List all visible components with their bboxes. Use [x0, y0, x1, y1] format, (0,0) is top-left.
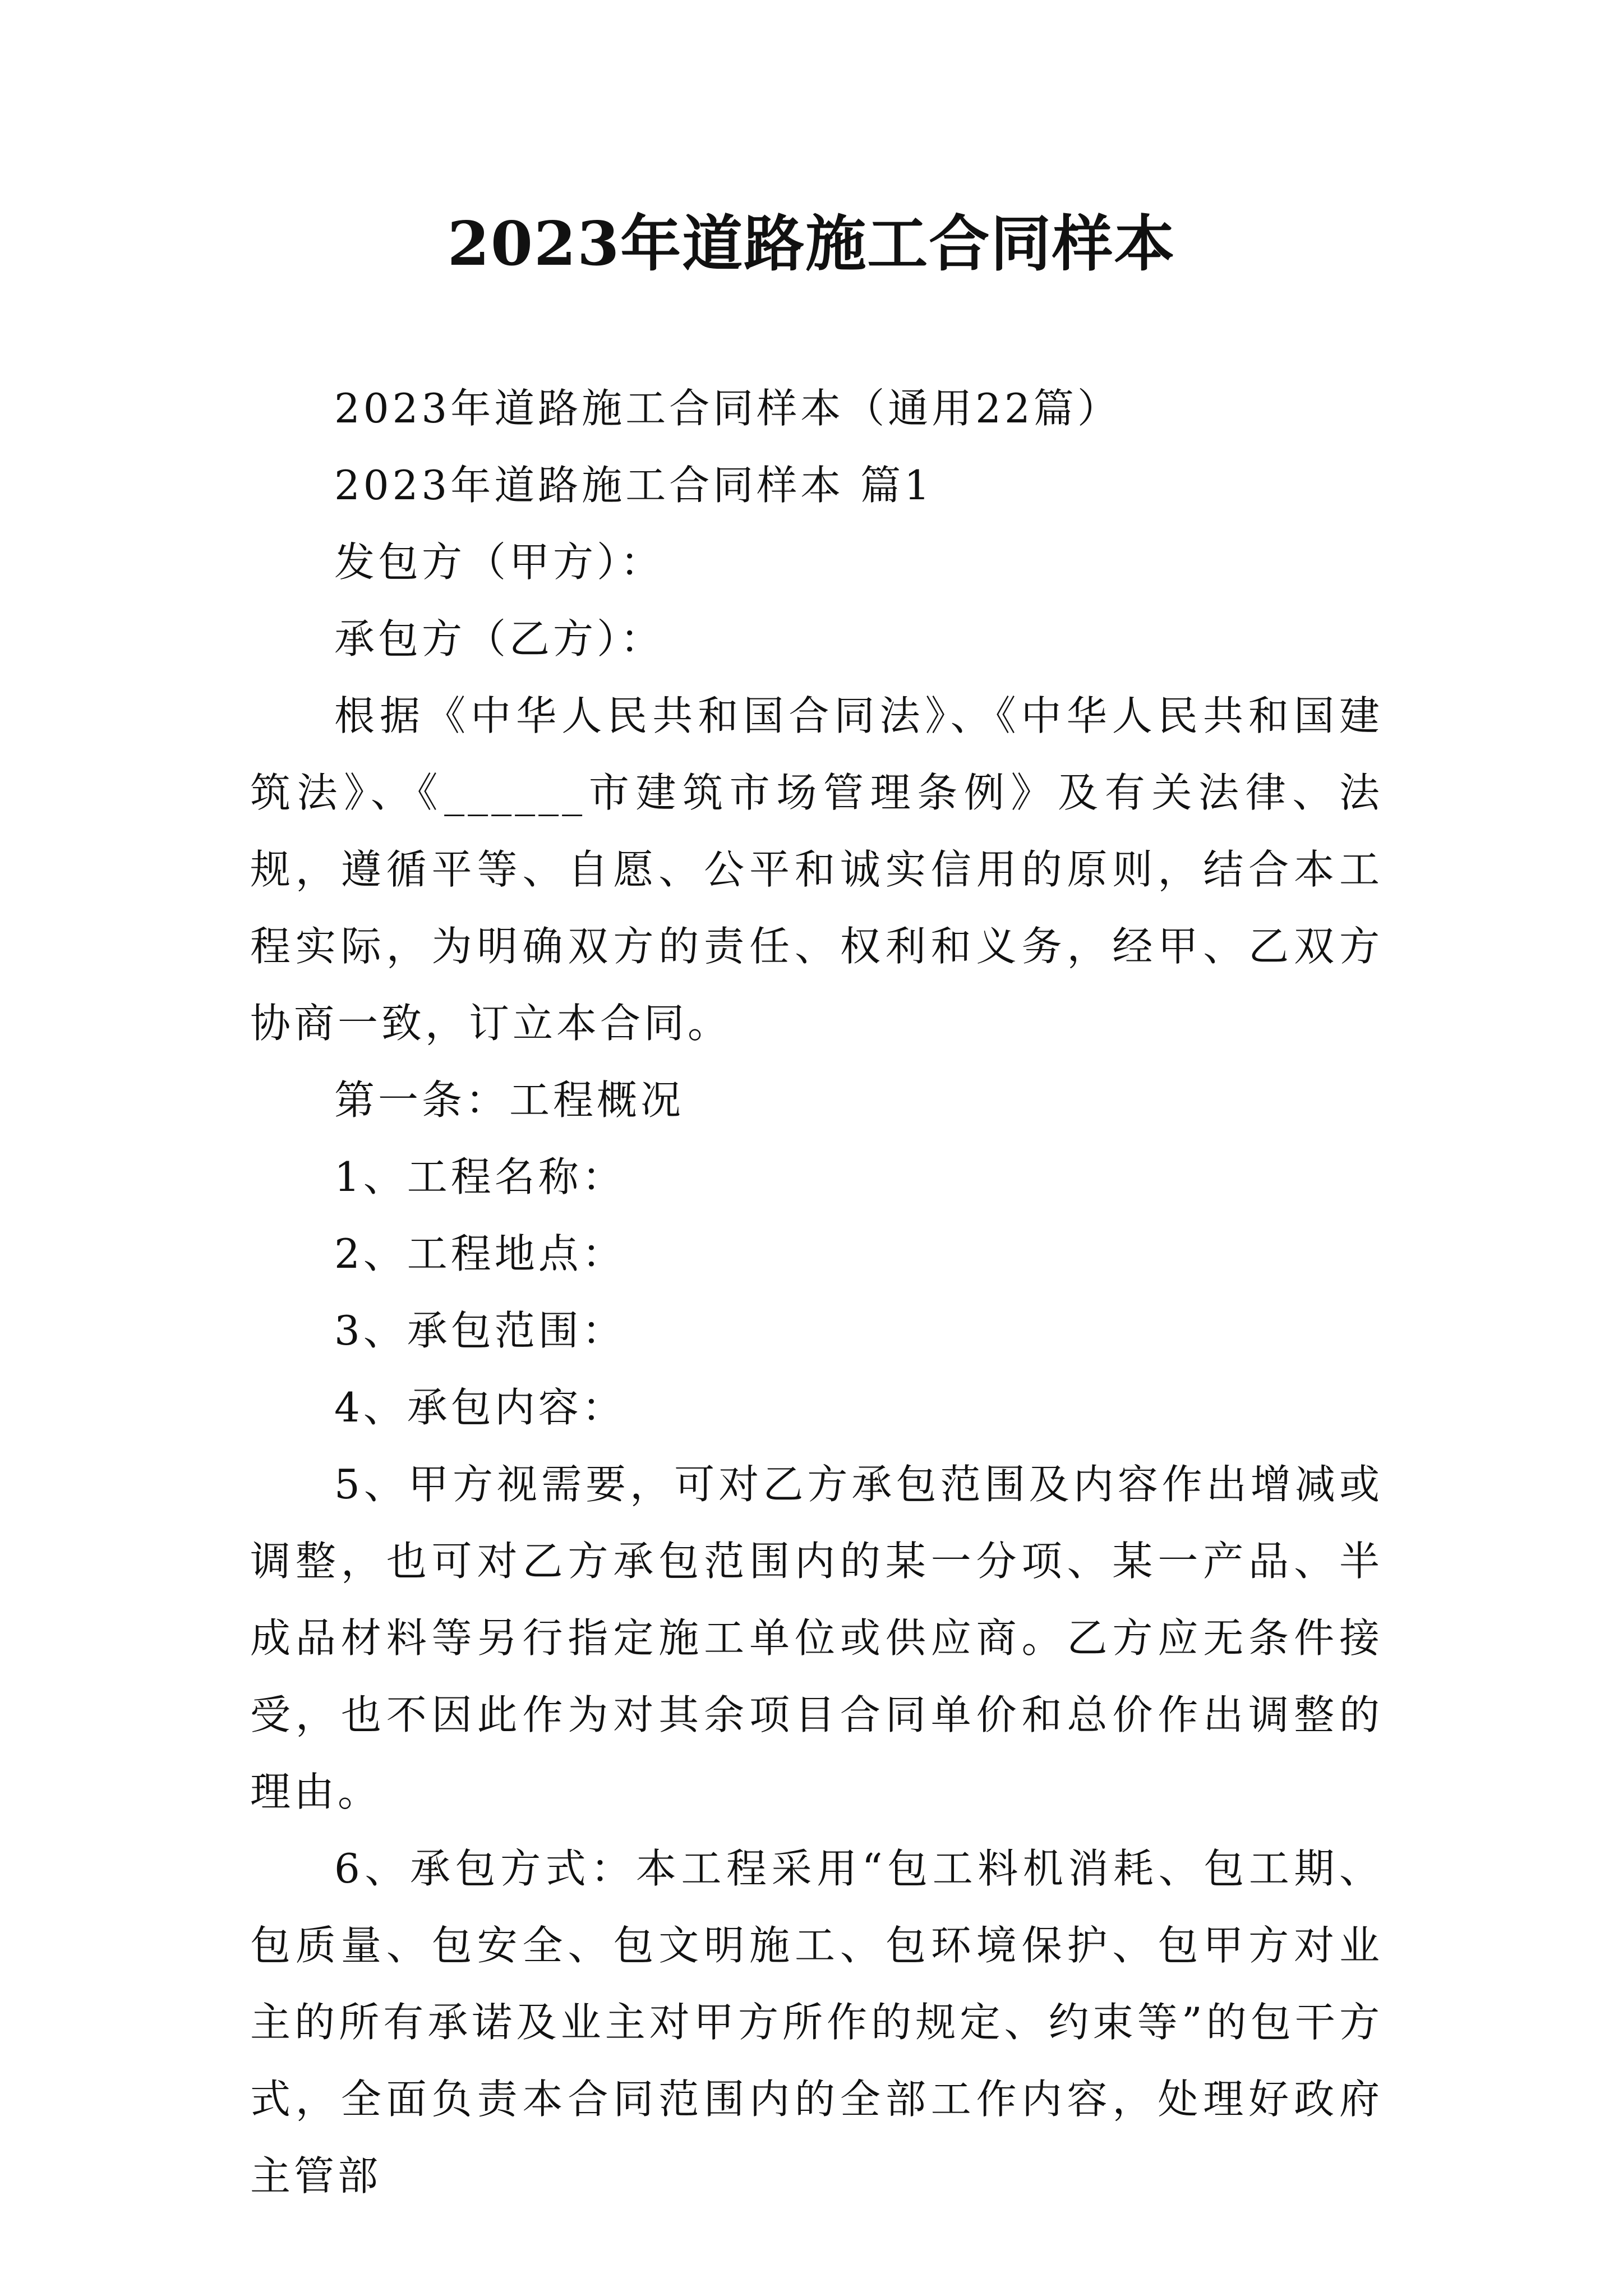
paragraph-section-heading: 2023年道路施工合同样本 篇1 — [334, 462, 933, 509]
paragraph-item-2: 2、工程地点： — [334, 1230, 626, 1277]
document-body — [250, 370, 1383, 2215]
paragraph-item-5: 5、甲方视需要，可对乙方承包范围及内容作出增减或调整，也可对乙方承包范围内的某一分项、某一产品、半成品材料等另行指定施工单位或供应商。乙方应无条件接受，也不因此作为对其余项目合同单价和总价作出调整的理由。 — [250, 1461, 1383, 1815]
paragraph-item-6: 6、承包方式：本工程采用“包工料机消耗、包工期、包质量、包安全、包文明施工、包环境保护、包甲方对业主的所有承诺及业主对甲方所作的规定、约束等”的包干方式，全面负责本合同范围内的全部工作内容，处理好政府主管部 — [250, 1845, 1383, 2200]
paragraph-party-b: 承包方（乙方）： — [334, 615, 665, 662]
paragraph-subtitle: 2023年道路施工合同样本（通用22篇） — [334, 385, 1121, 432]
paragraph-party-a: 发包方（甲方）： — [334, 539, 665, 586]
paragraph-article-one: 第一条：工程概况 — [334, 1076, 685, 1124]
paragraph-item-1: 1、工程名称： — [334, 1153, 626, 1200]
paragraph-preamble: 根据《中华人民共和国合同法》、《中华人民共和国建筑法》、《______市建筑市场管理条例》及有关法律、法规，遵循平等、自愿、公平和诚实信用的原则，结合本工程实际，为明确双方的责任、权利和义务，经甲、乙双方协商一致，订立本合同。 — [250, 692, 1383, 1047]
document-title: 2023年道路施工合同样本 — [447, 209, 1176, 279]
paragraph-item-4: 4、承包内容： — [334, 1384, 626, 1431]
paragraph-item-3: 3、承包范围： — [334, 1307, 626, 1354]
